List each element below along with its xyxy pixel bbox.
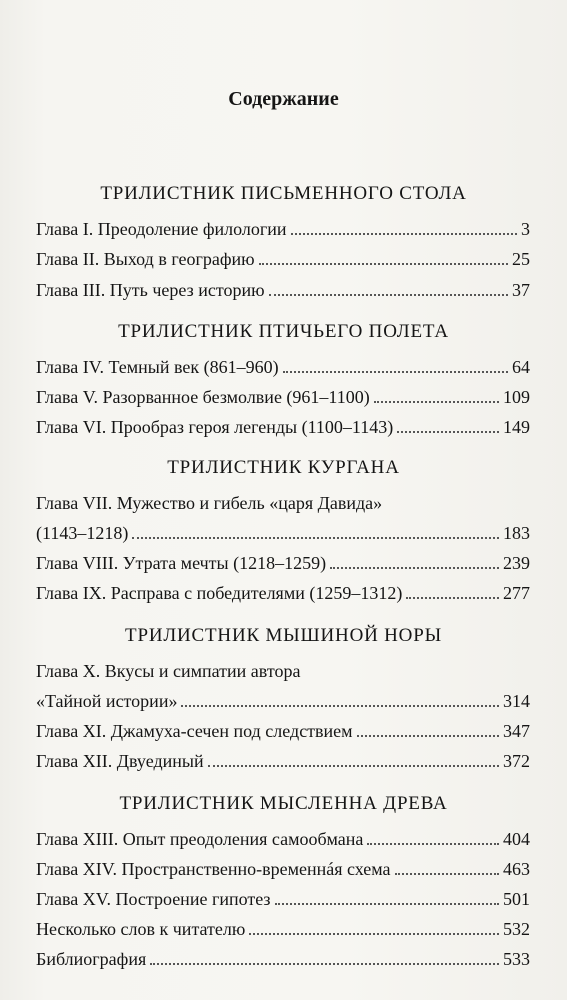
toc-entry: [36, 918, 530, 940]
entry-page-number: 404: [503, 829, 530, 849]
dot-leader: [291, 232, 517, 235]
dot-leader: [150, 962, 499, 965]
entry-label: Глава III. Путь через историю: [36, 280, 265, 300]
entry-page-number: 25: [512, 249, 530, 269]
dot-leader: [330, 566, 499, 569]
toc-entry: [36, 828, 530, 850]
toc-entry: [36, 218, 530, 240]
toc-entry-line1: [36, 660, 530, 682]
entry-label: Глава V. Разорванное безмолвие (961–1100): [36, 387, 370, 407]
entry-page-number: 239: [503, 553, 530, 573]
entry-label: Глава IV. Темный век (861–960): [36, 357, 279, 377]
entry-page-number: 64: [512, 357, 530, 377]
dot-leader: [269, 293, 508, 296]
toc-entry: [36, 248, 530, 270]
toc-entry: [36, 522, 530, 544]
entry-label: Несколько слов к читателю: [36, 919, 246, 939]
entry-page-number: 501: [503, 889, 530, 909]
toc-entry: [36, 948, 530, 970]
entry-page-number: 183: [503, 523, 530, 543]
entry-page-number: 109: [503, 387, 530, 407]
dot-leader: [275, 902, 499, 905]
entry-page-number: 3: [521, 219, 530, 239]
dot-leader: [357, 734, 499, 737]
section-heading: ТРИЛИСТНИК МЫШИНОЙ НОРЫ: [125, 625, 442, 646]
dot-leader: [259, 262, 508, 265]
entry-page-number: 532: [503, 919, 530, 939]
toc-entry: [36, 750, 530, 772]
entry-label-line1: Глава X. Вкусы и симпатии автора: [36, 661, 301, 681]
toc-entry: [36, 356, 530, 378]
toc-entry: [36, 720, 530, 742]
entry-label: Глава XI. Джамуха-сечен под следствием: [36, 721, 353, 741]
toc-entry-line1: [36, 492, 530, 514]
section-heading: ТРИЛИСТНИК КУРГАНА: [167, 457, 400, 478]
entry-label: Глава I. Преодоление филологии: [36, 219, 287, 239]
entry-label: Глава XII. Двуединый: [36, 751, 204, 771]
entry-label: Глава XIV. Пространственно-временнáя схема: [36, 859, 391, 879]
entry-page-number: 314: [503, 691, 530, 711]
dot-leader: [249, 932, 499, 935]
dot-leader: [395, 872, 499, 875]
entry-page-number: 277: [503, 583, 530, 603]
entry-label: «Тайной истории»: [36, 691, 178, 711]
entry-label: Глава VI. Прообраз героя легенды (1100–1143): [36, 417, 394, 437]
entry-label: (1143–1218): [36, 523, 129, 543]
toc-entry: [36, 386, 530, 408]
toc-entry: [36, 279, 530, 301]
dot-leader: [397, 430, 499, 433]
dot-leader: [181, 704, 499, 707]
dot-leader: [367, 842, 499, 845]
entry-page-number: 37: [512, 280, 530, 300]
toc-entry: [36, 858, 530, 880]
entry-label: Глава IX. Расправа с победителями (1259–1312): [36, 583, 403, 603]
entry-page-number: 463: [503, 859, 530, 879]
section-heading: ТРИЛИСТНИК МЫСЛЕННА ДРЕВА: [119, 793, 448, 814]
toc-entry: [36, 416, 530, 438]
page-title: Содержание: [228, 88, 339, 110]
entry-page-number: 533: [503, 949, 530, 969]
entry-label: Глава II. Выход в географию: [36, 249, 255, 269]
dot-leader: [132, 536, 499, 539]
entry-label-line1: Глава VII. Мужество и гибель «царя Давида»: [36, 493, 383, 513]
entry-page-number: 372: [503, 751, 530, 771]
entry-label: Глава XIII. Опыт преодоления самообмана: [36, 829, 364, 849]
dot-leader: [208, 764, 499, 767]
toc-entry: [36, 582, 530, 604]
section-heading: ТРИЛИСТНИК ПИСЬМЕННОГО СТОЛА: [100, 183, 467, 204]
section-heading: ТРИЛИСТНИК ПТИЧЬЕГО ПОЛЕТА: [118, 321, 449, 342]
entry-page-number: 149: [503, 417, 530, 437]
toc-entry: [36, 690, 530, 712]
toc-entry: [36, 552, 530, 574]
dot-leader: [374, 400, 499, 403]
dot-leader: [283, 370, 508, 373]
toc-entry: [36, 888, 530, 910]
dot-leader: [406, 596, 499, 599]
entry-page-number: 347: [503, 721, 530, 741]
entry-label: Глава VIII. Утрата мечты (1218–1259): [36, 553, 327, 573]
entry-label: Глава XV. Построение гипотез: [36, 889, 271, 909]
entry-label: Библиография: [36, 949, 147, 969]
